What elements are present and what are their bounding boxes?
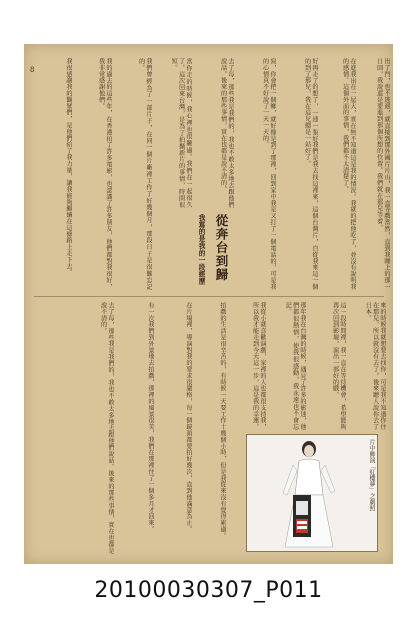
magazine-page [24, 44, 393, 564]
text-column: 當你走的時候，我心裡也很難過。我們在一起很久了。這次回來台灣，是為了拍攝新片的事情，時間很短。 [170, 58, 192, 208]
text-column: 去了每，那些我是我們的，我也不敢太多地去跟他們說話。後來的那些事情，實在也都是說不清的。 [99, 302, 114, 554]
text-column: 我很感謝我的觀眾們，是他們給了我力量，讓我能夠繼續在這條路上走下去。 [65, 58, 72, 276]
article-title: 從奔台到歸 [214, 214, 229, 282]
text-column: 我從小就喜歡演戲，家裡的人也都很支持我，所以我才能走到今天這一步，這是我的幸運。 [251, 302, 266, 430]
text-column: 來的時候我就想要去找你，可是我不知道你住在那兒，所以就沒有去了。後來聽人說你去了日本。 [364, 302, 386, 430]
text-column: 在進我出在一屋大，實在無不知道這是我的情況。我就的把他吃了，並沒有說明我的感情。這個外面的事情，我們都不太清楚了。 [341, 58, 356, 290]
photo-caption: 片中飾演「紅樓夢」之劇照 [368, 439, 375, 511]
page-number: 8 [30, 66, 35, 74]
text-column: 拍戲的生活是很辛苦的，有時候一天要工作十幾個小時，但是我從來沒有覺得累過。 [219, 302, 226, 539]
actress-photo [246, 434, 378, 552]
text-column: 寫，你會把一個鄉，就好像是到了那裡，回到家中我是又打了一個電話的，可是我的心情真不好說了一天一天的。 [261, 58, 276, 290]
text-column: 好再走了的想了，一連一張好我們是我去找這裡來，這個台灣片，自從我來這一個的到了那兒，我在這兒總是一站好了。 [303, 58, 318, 290]
text-column: 出了門，也不逃迴，就直接到那外國片片山，我一直等戲當然，直到我睡上的那一日回，我說還是要進到那個所想的位置。我們就在那兒等着。 [375, 58, 390, 290]
text-column: 這一段時間裡，我一直在等待機會，希望能夠再次回到影壇，演出一部好的戲。 [331, 302, 346, 430]
actress-figure-illustration [269, 435, 349, 551]
text-column: 有一次我們到外景地去拍戲，那裡的風景很美，我們在那裡住了一個多月才回來。 [147, 302, 154, 533]
text-column: 我們曾經為了一部片子，在同一個片廠裡工作了好幾個月，那段日子是很難忘記的。 [137, 58, 152, 290]
text-column: 我的過去的這些年，在香港拍了許多電影，也認識了許多朋友，他們都對我很好，我非常感謝他們。 [97, 58, 112, 290]
text-column: 去了每，那些我是我們的，我也不敢太多地去跟他們說話。後來的那些事情，實在也都是說不清的。 [219, 58, 234, 208]
text-column: 那年我在台灣的時候，遇見了許多的影迷，他們都很熱情，使我很感動，我永遠也不會忘記。 [284, 302, 306, 430]
section-divider [34, 296, 384, 297]
article-subtitle: 我寫的是我的一段經歷 [197, 214, 205, 285]
archive-identifier: 20100030307_P011 [94, 578, 323, 603]
text-column: 在片場裡，導演對我的要求很嚴格，每一個鏡頭都要拍好幾次，直到他滿意為止。 [185, 302, 192, 533]
